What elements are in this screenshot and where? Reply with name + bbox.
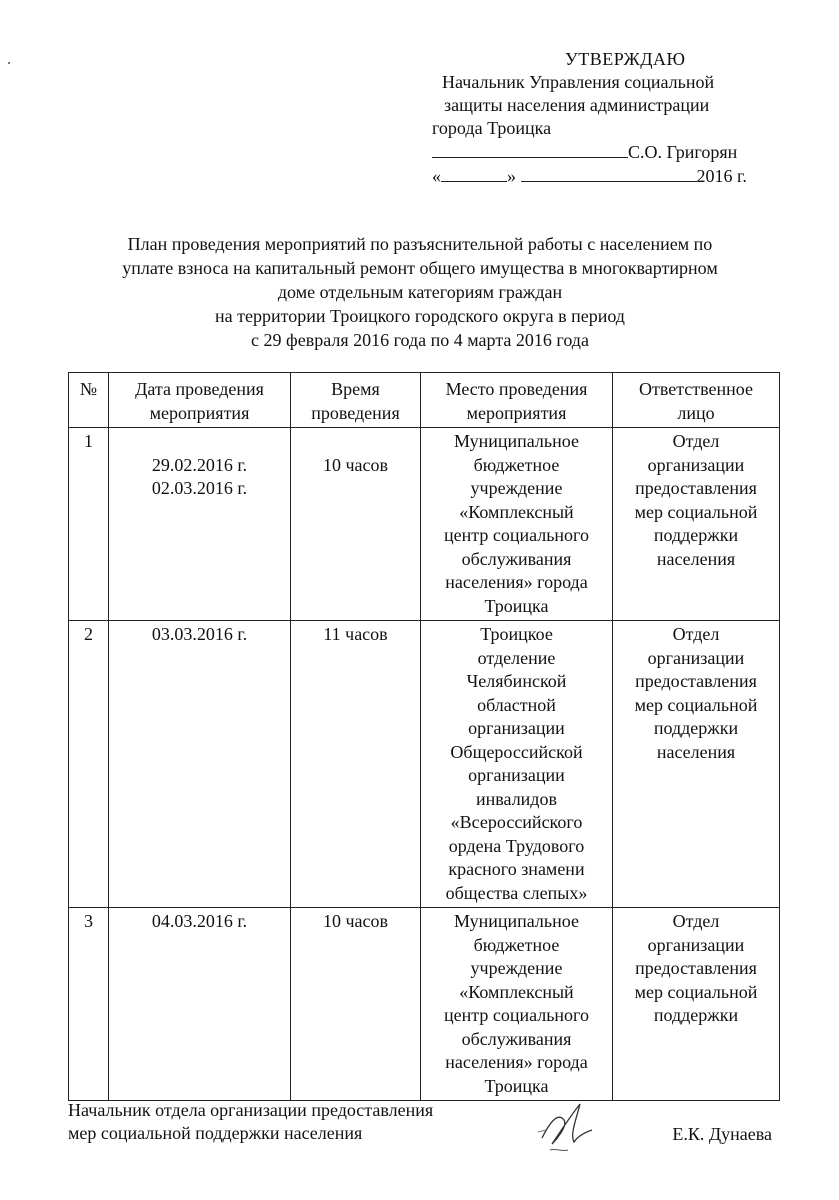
event-time: 11 часов (323, 624, 388, 644)
table-body (69, 428, 780, 1101)
event-time: 10 часов (322, 454, 389, 475)
title-line-1: План проведения мероприятий по разъяснительной работы с населением по (127, 234, 713, 254)
responsible-line: предоставления (635, 958, 757, 978)
cell-responsible (613, 908, 780, 1101)
footer-position-line-1: Начальник отдела организации предоставления (68, 1100, 434, 1120)
date-month-blank (521, 164, 697, 182)
event-place-line: Челябинской (466, 671, 567, 691)
responsible-line: населения (656, 741, 736, 762)
event-time: 10 часов (322, 911, 389, 931)
event-date: 29.02.2016 г. (151, 454, 248, 475)
event-place-line: центр социального (443, 1005, 589, 1025)
cell-responsible (613, 428, 780, 621)
date-year: 2016 г. (696, 166, 747, 186)
footer-signature-block (68, 1099, 780, 1145)
approval-position-line-3: города Троицка (432, 118, 552, 138)
responsible-line: Отдел (672, 911, 720, 931)
event-place-line: Муниципальное (454, 431, 579, 451)
approval-block (432, 48, 747, 188)
event-place-line: Муниципальное (454, 911, 579, 931)
event-place-line: Троицкое (480, 624, 553, 644)
date-spacer (112, 430, 287, 454)
event-place-line: «Всероссийского (450, 812, 583, 832)
responsible-line: организации (647, 454, 745, 475)
handwritten-signature-icon (520, 1092, 610, 1167)
event-place-line: инвалидов (476, 788, 557, 809)
row-number: 1 (84, 431, 93, 451)
event-place-line: «Комплексный (459, 981, 574, 1002)
approval-position-line-1: Начальник Управления социальной (442, 72, 715, 92)
responsible-line: организации (647, 934, 745, 955)
header-date-line-2: мероприятия (149, 402, 250, 423)
event-place-line: обслуживания (461, 548, 572, 569)
cell-place (421, 621, 613, 908)
cell-date (109, 428, 291, 621)
cell-responsible (613, 621, 780, 908)
event-place-line: ордена Трудового (448, 835, 585, 856)
event-place-line: учреждение (470, 478, 563, 498)
cell-time (291, 428, 421, 621)
approval-signature-row (432, 140, 747, 164)
event-place-line: Троицка (484, 1075, 549, 1096)
time-spacer (294, 430, 417, 454)
event-place-line: организации (468, 765, 565, 785)
title-line-4: на территории Троицкого городского округа в период (215, 306, 625, 326)
header-time (291, 373, 421, 428)
event-place-line: центр социального (443, 525, 589, 545)
event-date: 04.03.2016 г. (151, 911, 248, 931)
header-place-line-1: Место проведения (445, 379, 588, 399)
header-resp-line-1: Ответственное (638, 379, 754, 399)
cell-date (109, 621, 291, 908)
header-date (109, 373, 291, 428)
signature-blank (432, 140, 628, 158)
header-resp-line-2: лицо (677, 402, 715, 423)
cell-num (69, 908, 109, 1101)
row-number: 2 (84, 624, 93, 644)
approval-position-line-2: защиты населения администрации (444, 95, 710, 115)
date-day-blank (441, 164, 507, 182)
cell-time (291, 621, 421, 908)
event-place-line: населения» города (445, 1052, 588, 1072)
event-place-line: красного знамени (448, 859, 585, 879)
responsible-line: поддержки (653, 718, 739, 738)
header-place-line-2: мероприятия (466, 402, 567, 423)
event-place-line: организации (468, 718, 565, 738)
event-place-line: Общероссийской (450, 741, 583, 762)
responsible-line: Отдел (672, 431, 720, 451)
responsible-line: мер социальной (634, 694, 758, 715)
event-place-line: общества слепых» (445, 882, 588, 903)
document-title (40, 232, 800, 352)
row-number: 3 (84, 911, 93, 931)
event-place-line: отделение (477, 647, 556, 668)
cell-place (421, 428, 613, 621)
table-header-row (69, 373, 780, 428)
cell-num (69, 428, 109, 621)
header-num (69, 373, 109, 428)
cell-num (69, 621, 109, 908)
events-table (68, 372, 780, 1101)
approval-title: УТВЕРЖДАЮ (565, 49, 686, 69)
header-resp (613, 373, 780, 428)
approval-signer: С.О. Григорян (628, 142, 738, 162)
responsible-line: мер социальной (634, 981, 758, 1002)
event-place-line: Троицка (484, 595, 549, 616)
event-place-line: «Комплексный (459, 501, 574, 522)
footer-signer-name: Е.К. Дунаева (672, 1124, 772, 1144)
footer-position-line-2: мер социальной поддержки населения (68, 1123, 363, 1143)
header-date-line-1: Дата проведения (135, 379, 264, 399)
event-date: 03.03.2016 г. (151, 624, 248, 644)
cell-time (291, 908, 421, 1101)
responsible-line: организации (647, 647, 745, 668)
table-row (69, 621, 780, 908)
responsible-line: мер социальной (634, 501, 758, 522)
event-place-line: областной (477, 694, 556, 715)
event-place-line: бюджетное (473, 934, 560, 955)
scan-speck (8, 62, 10, 64)
approval-date-row (432, 164, 747, 188)
responsible-line: предоставления (635, 478, 757, 498)
event-place-line: бюджетное (473, 454, 560, 475)
date-open-quote: « (432, 166, 441, 186)
responsible-line: поддержки (653, 1005, 739, 1025)
event-place-line: населения» города (445, 572, 588, 592)
title-line-2: уплате взноса на капитальный ремонт общего имущества в многоквартирном (122, 258, 718, 278)
event-date: 02.03.2016 г. (151, 478, 248, 498)
responsible-line: предоставления (635, 671, 757, 691)
table-row (69, 428, 780, 621)
responsible-line: поддержки (653, 525, 739, 545)
header-place (421, 373, 613, 428)
title-line-3: доме отдельным категориям граждан (277, 282, 563, 302)
header-time-line-1: Время (331, 379, 380, 399)
responsible-line: Отдел (672, 624, 720, 644)
date-close-quote: » (507, 166, 516, 186)
header-num-label: № (79, 379, 98, 399)
header-time-line-2: проведения (311, 402, 400, 423)
table-row (69, 908, 780, 1101)
responsible-line: населения (656, 548, 736, 569)
cell-date (109, 908, 291, 1101)
title-line-5: с 29 февраля 2016 года по 4 марта 2016 года (251, 330, 589, 350)
event-place-line: обслуживания (461, 1028, 572, 1049)
cell-place (421, 908, 613, 1101)
event-place-line: учреждение (470, 958, 563, 978)
